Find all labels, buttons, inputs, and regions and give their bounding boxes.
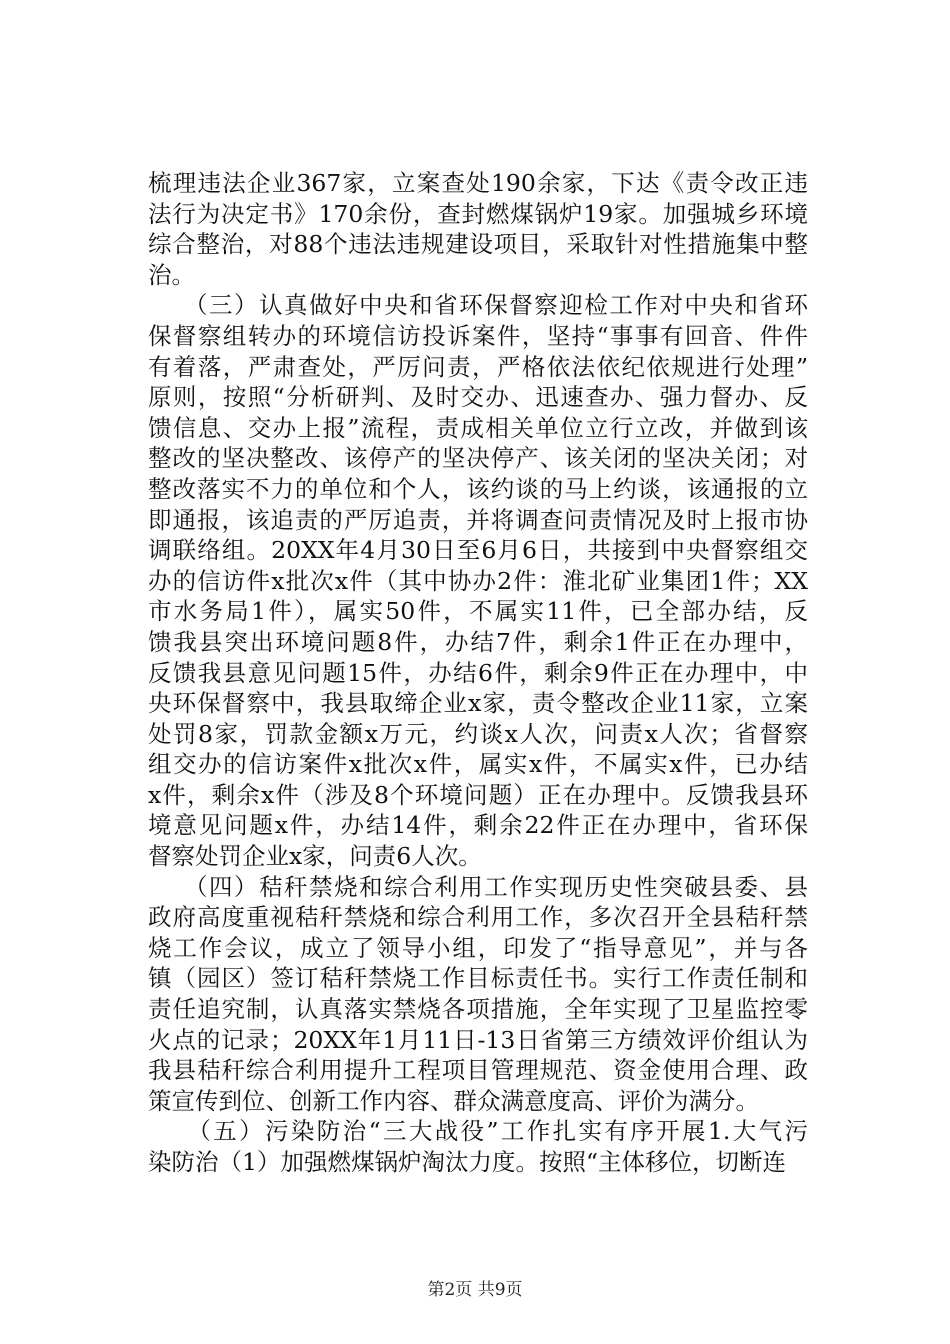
text-line: 组交办的信访案件x批次x件，属实x件，不属实x件，已办结 [148,750,808,779]
text-line: （四）秸秆禁烧和综合利用工作实现历史性突破县委、县 [148,872,808,901]
paragraph [148,290,808,871]
text-line: （三）认真做好中央和省环保督察迎检工作对中央和省环 [148,291,808,320]
text-line: 办的信访件x批次x件（其中协办2件：淮北矿业集团1件；XX [148,566,808,595]
text-line: 治。 [148,260,195,289]
text-line: 有着落，严肃查处，严厉问责，严格依法依纪依规进行处理” [148,352,808,381]
text-line: 处罚8家，罚款金额x万元，约谈x人次，问责x人次；省督察 [148,719,808,748]
text-line: 即通报，该追责的严厉追责，并将调查问责情况及时上报市协 [148,505,808,534]
text-line: 染防治（1）加强燃煤锅炉淘汰力度。按照“主体移位，切断连 [148,1148,786,1176]
paragraph [148,1116,808,1177]
text-line: （五）污染防治“三大战役”工作扎实有序开展1.大气污 [148,1117,808,1146]
text-line: 梳理违法企业367家，立案查处190余家，下达《责令改正违 [148,169,808,197]
text-line: 火点的记录；20XX年1月11日-13日省第三方绩效评价组认为 [148,1025,808,1054]
text-line: 反馈我县意见问题15件，办结6件，剩余9件正在办理中，中 [148,658,808,687]
text-line: 馈我县突出环境问题8件，办结7件，剩余1件正在办理中， [148,627,808,656]
text-line: 综合整治，对88个违法违规建设项目，采取针对性措施集中整 [148,230,808,259]
paragraph [148,872,808,1117]
text-line: 央环保督察中，我县取缔企业x家，责令整改企业11家，立案 [148,689,808,718]
text-line: x件，剩余x件（涉及8个环境问题）正在办理中。反馈我县环 [148,780,808,809]
text-line: 策宣传到位、创新工作内容、群众满意度高、评价为满分。 [148,1086,759,1115]
text-line: 调联络组。20XX年4月30日至6月6日，共接到中央督察组交 [148,536,808,565]
text-line: 督察处罚企业x家，问责6人次。 [148,842,482,871]
document-body [148,168,808,1178]
text-line: 烧工作会议，成立了领导小组，印发了“指导意见”，并与各 [148,933,808,962]
text-line: 整改的坚决整改、该停产的坚决停产、该关闭的坚决关闭；对 [148,444,808,473]
text-line: 我县秸秆综合利用提升工程项目管理规范、资金使用合理、政 [148,1056,808,1085]
paragraph [148,168,808,290]
text-line: 馈信息、交办上报”流程，责成相关单位立行立改，并做到该 [148,413,808,442]
text-line: 保督察组转办的环境信访投诉案件，坚持“事事有回音、件件 [148,321,808,350]
text-line: 镇（园区）签订秸秆禁烧工作目标责任书。实行工作责任制和 [148,964,808,993]
text-line: 境意见问题x件，办结14件，剩余22件正在办理中，省环保 [148,811,808,840]
text-line: 整改落实不力的单位和个人，该约谈的马上约谈，该通报的立 [148,474,808,503]
text-line: 市水务局1件），属实50件，不属实11件，已全部办结，反 [148,597,808,626]
text-line: 责任追究制，认真落实禁烧各项措施，全年实现了卫星监控零 [148,995,808,1024]
text-line: 政府高度重视秸秆禁烧和综合利用工作，多次召开全县秸秆禁 [148,903,808,932]
text-line: 法行为决定书》170余份，查封燃煤锅炉19家。加强城乡环境 [148,199,808,228]
text-line: 原则，按照“分析研判、及时交办、迅速查办、强力督办、反 [148,383,808,412]
page-footer: 第2页 共9页 [427,1280,523,1300]
